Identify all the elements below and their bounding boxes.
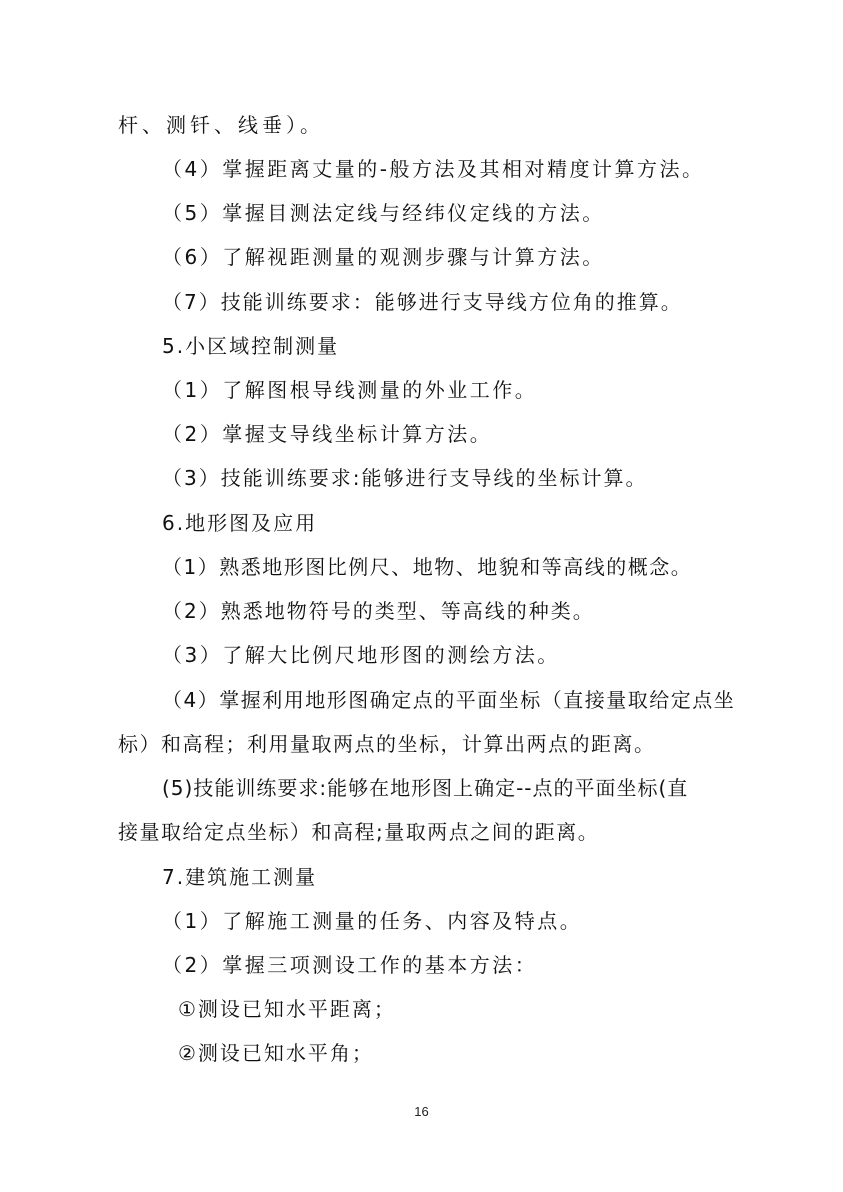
text-line-10: （2）熟悉地物符号的类型、等高线的种类。: [162, 599, 595, 623]
text-line-3: （5）掌握目测法定线与经纬仪定线的方法。: [162, 201, 605, 225]
section-heading-6: 6.地形图及应用: [162, 511, 318, 535]
text-line-19: ②测设已知水平角；: [178, 1041, 374, 1065]
text-line-5: （7）技能训练要求：能够进行支导线方位角的推算。: [162, 290, 683, 314]
text-line-17: （2）掌握三项测设工作的基本方法：: [162, 953, 538, 977]
section-heading-5: 5.小区域控制测量: [162, 334, 340, 358]
text-line-2: （4）掌握距离丈量的-般方法及其相对精度计算方法。: [162, 157, 705, 181]
text-line-7: （2）掌握支导线坐标计算方法。: [162, 422, 493, 446]
text-line-11: （3）了解大比例尺地形图的测绘方法。: [162, 643, 560, 667]
text-line-12: （4）掌握利用地形图确定点的平面坐标（直接量取给定点坐: [162, 688, 736, 712]
page-number: 16: [414, 1104, 429, 1119]
text-line-15: 接量取给定点坐标）和高程;量取两点之间的距离。: [118, 820, 600, 844]
text-line-4: （6）了解视距测量的观测步骤与计算方法。: [162, 245, 605, 269]
text-line-13: 标）和高程；利用量取两点的坐标，计算出两点的距离。: [118, 732, 656, 756]
text-line-14: (5)技能训练要求:能够在地形图上确定--点的平面坐标(直: [162, 776, 689, 800]
text-line-16: （1）了解施工测量的任务、内容及特点。: [162, 909, 583, 933]
text-line-6: （1）了解图根导线测量的外业工作。: [162, 378, 538, 402]
text-line-18: ①测设已知水平距离；: [178, 997, 396, 1021]
text-line-1: 杆、测钎、线垂）。: [118, 113, 324, 137]
text-line-9: （1）熟悉地形图比例尺、地物、地貌和等高线的概念。: [162, 555, 693, 579]
text-line-8: （3）技能训练要求:能够进行支导线的坐标计算。: [162, 466, 648, 490]
section-heading-7: 7.建筑施工测量: [162, 865, 318, 889]
